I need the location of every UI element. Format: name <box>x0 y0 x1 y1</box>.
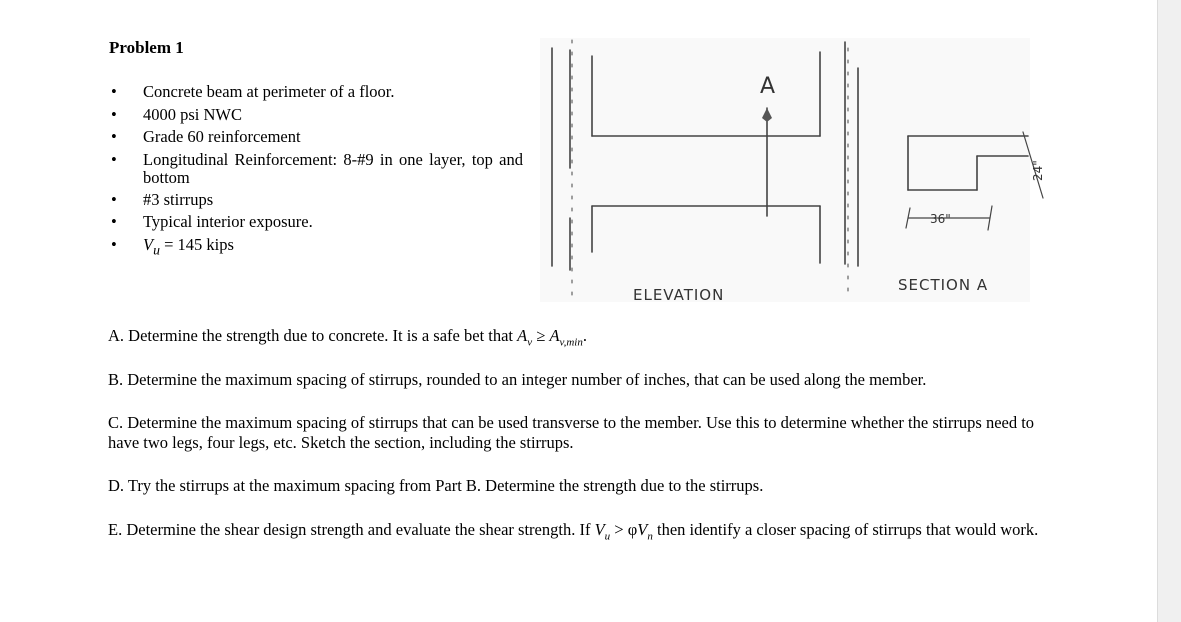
list-item <box>111 128 523 147</box>
elevation-label: ELEVATION <box>633 286 725 304</box>
vn-symbol: V <box>637 519 648 539</box>
avmin-subscript: v,min <box>559 336 583 349</box>
avmin-symbol: A <box>549 326 560 345</box>
section-marker-label: A <box>760 74 776 99</box>
question-a <box>108 326 1068 349</box>
ge-symbol: ≥ <box>532 326 550 345</box>
given-data-list <box>111 83 523 263</box>
section-arrow-icon <box>762 108 772 122</box>
beam-sketch-figure <box>540 38 1045 304</box>
gt-phi-symbol: > φ <box>610 519 638 539</box>
questions <box>108 326 1068 563</box>
question-a-text: A. Determine the strength due to concrete. It is a safe bet that <box>108 326 518 345</box>
question-c: C. Determine the maximum spacing of stirrups that can be used transverse to the member. Use this to determine whether the stirrups need to have two legs, four legs, etc. Sketch the section, including the stirrups. <box>108 413 1035 452</box>
list-item-text: Concrete beam at perimeter of a floor. <box>143 82 395 101</box>
bullet-icon: • <box>111 189 117 209</box>
list-item <box>111 83 523 102</box>
list-item <box>111 151 523 188</box>
depth-dimension-label: 24" <box>1031 160 1045 181</box>
vu-subscript: u <box>153 241 160 257</box>
list-item <box>111 106 523 125</box>
av-subscript: v <box>527 336 533 349</box>
list-item-text <box>143 234 234 257</box>
bullet-icon: • <box>111 104 117 124</box>
list-item-text: 4000 psi NWC <box>143 104 242 124</box>
list-item-text: Grade 60 reinforcement <box>143 127 301 146</box>
bullet-icon: • <box>111 212 117 231</box>
question-e <box>108 520 1068 540</box>
vu-subscript: u <box>604 529 611 542</box>
vertical-scrollbar[interactable] <box>1157 0 1181 622</box>
vn-subscript: n <box>647 529 653 542</box>
section-a-label: SECTION A <box>898 276 989 294</box>
bullet-icon: • <box>111 82 117 101</box>
bullet-icon: • <box>111 149 117 169</box>
list-item-text: Typical interior exposure. <box>143 212 313 231</box>
list-item-text: Longitudinal Reinforcement: 8-#9 in one layer, top and bottom <box>143 149 523 187</box>
vu-value: = 145 kips <box>159 234 234 254</box>
width-dimension-label: 36" <box>930 212 951 226</box>
problem-title: Problem 1 <box>109 38 184 57</box>
vu-symbol: V <box>594 519 605 539</box>
question-a-end: . <box>582 326 587 345</box>
question-e-end: then identify a closer spacing of stirrups that would work. <box>652 519 1039 539</box>
list-item <box>111 236 523 260</box>
question-d: D. Try the stirrups at the maximum spacing from Part B. Determine the strength due to the stirrups. <box>108 476 764 495</box>
list-item <box>111 213 523 232</box>
question-e-start: E. Determine the shear design strength and evaluate the shear strength. If <box>108 519 595 539</box>
question-b: B. Determine the maximum spacing of stirrups, rounded to an integer number of inches, that can be used along the member. <box>108 369 927 389</box>
vu-symbol: V <box>143 234 154 254</box>
list-item <box>111 191 523 210</box>
bullet-icon: • <box>111 127 117 146</box>
bullet-icon: • <box>111 234 117 254</box>
beam-sketch <box>540 38 1045 304</box>
list-item-text: #3 stirrups <box>143 189 214 209</box>
av-symbol: A <box>517 326 528 345</box>
